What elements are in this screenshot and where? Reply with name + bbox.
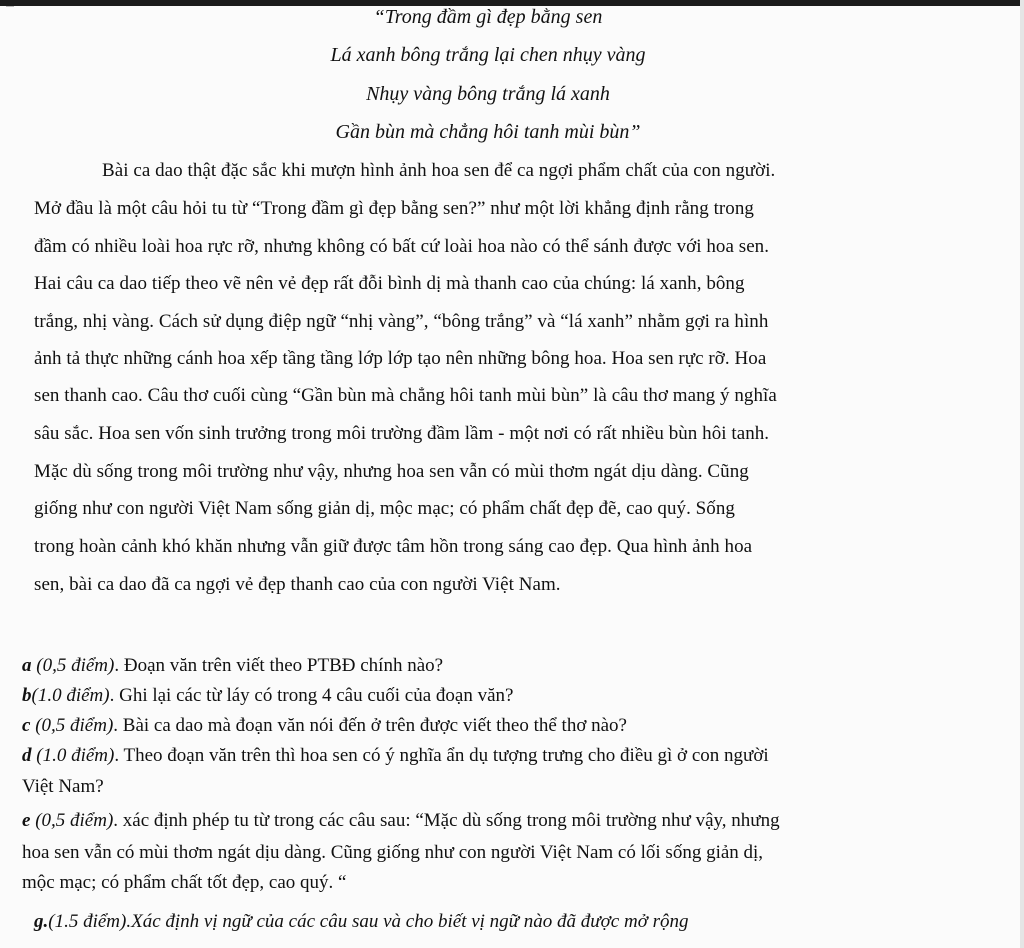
question-b [22,685,513,707]
question-e-continuation-2: mộc mạc; có phẩm chất tốt đẹp, cao quý. “ [22,872,347,893]
paragraph-line-7: sen thanh cao. Câu thơ cuối cùng “Gần bùn mà chẳng hôi tanh mùi bùn” là câu thơ mang ý nghĩa [34,385,777,406]
paragraph-line-3: đầm có nhiều loài hoa rực rỡ, nhưng không có bất cứ loài hoa nào có thể sánh được với hoa sen. [34,236,770,257]
paragraph-line-8: sâu sắc. Hoa sen vốn sinh trưởng trong môi trường đầm lầm - một nơi có rất nhiều bùn hôi tanh. [34,423,770,444]
question-g-score: (1.5 điểm) [48,911,127,932]
question-g-label: g. [34,911,49,932]
question-e [22,810,780,832]
paragraph-line-9: Mặc dù sống trong môi trường như vậy, nhưng hoa sen vẫn có mùi thơm ngát dịu dàng. Cũng [34,461,749,482]
question-a-text: . Đoạn văn trên viết theo PTBĐ chính nào? [114,655,444,676]
paragraph-line-11: trong hoàn cảnh khó khăn nhưng vẫn giữ được tâm hồn trong sáng cao đẹp. Qua hình ảnh hoa [34,536,753,557]
question-e-continuation-1: hoa sen vẫn có mùi thơm ngát dịu dàng. Cũng giống như con người Việt Nam có lối sống giản dị, [22,842,764,863]
question-g-text: .Xác định vị ngữ của các câu sau và cho biết vị ngữ nào đã được mở rộng [126,911,689,932]
question-c-label: c [22,715,31,736]
question-d [22,745,769,767]
question-d-score: (1.0 điểm) [31,745,115,766]
poem-line-4: Gần bùn mà chẳng hôi tanh mùi bùn” [335,121,641,143]
paragraph-line-1: Bài ca dao thật đặc sắc khi mượn hình ảnh hoa sen để ca ngợi phẩm chất của con người. [102,160,776,181]
poem-line-2: Lá xanh bông trắng lại chen nhụy vàng [330,44,646,66]
question-a [22,655,443,677]
paragraph-line-4: Hai câu ca dao tiếp theo vẽ nên vẻ đẹp rất đỗi bình dị mà thanh cao của chúng: lá xanh, bông [34,273,745,294]
paragraph-line-12: sen, bài ca dao đã ca ngợi vẻ đẹp thanh cao của con người Việt Nam. [34,574,561,595]
question-a-label: a [22,655,32,676]
question-d-continuation: Việt Nam? [22,776,104,797]
page-right-edge [1020,0,1024,948]
question-b-score: (1.0 điểm) [31,685,110,706]
question-a-score: (0,5 điểm) [31,655,115,676]
question-b-text: . Ghi lại các từ láy có trong 4 câu cuối của đoạn văn? [109,685,514,706]
paragraph-line-2: Mở đầu là một câu hỏi tu từ “Trong đầm gì đẹp bằng sen?” như một lời khẳng định rằng trong [34,198,754,219]
question-d-text: . Theo đoạn văn trên thì hoa sen có ý nghĩa ẩn dụ tượng trưng cho điều gì ở con người [114,745,769,766]
paragraph-line-5: trắng, nhị vàng. Cách sử dụng điệp ngữ “nhị vàng”, “bông trắng” và “lá xanh” nhằm gợi ra hình [34,311,769,332]
question-e-text: . xác định phép tu từ trong các câu sau: “Mặc dù sống trong môi trường như vậy, nhưng [113,810,780,831]
question-c-score: (0,5 điểm) [30,715,114,736]
poem-line-3: Nhụy vàng bông trắng lá xanh [366,83,610,105]
question-e-label: e [22,810,31,831]
question-c [22,715,627,737]
question-c-text: . Bài ca dao mà đoạn văn nói đến ở trên được viết theo thể thơ nào? [113,715,627,736]
question-d-label: d [22,745,32,766]
poem-line-1: “Trong đầm gì đẹp bằng sen [373,6,603,28]
question-b-label: b [22,685,32,706]
question-e-score: (0,5 điểm) [30,810,114,831]
paragraph-line-10: giống như con người Việt Nam sống giản dị, mộc mạc; có phẩm chất đẹp đẽ, cao quý. Sống [34,498,735,519]
paragraph-line-6: ảnh tả thực những cánh hoa xếp tầng tầng lớp lớp tạo nên những bông hoa. Hoa sen rực rỡ. Hoa [34,348,767,369]
question-g [34,911,689,933]
